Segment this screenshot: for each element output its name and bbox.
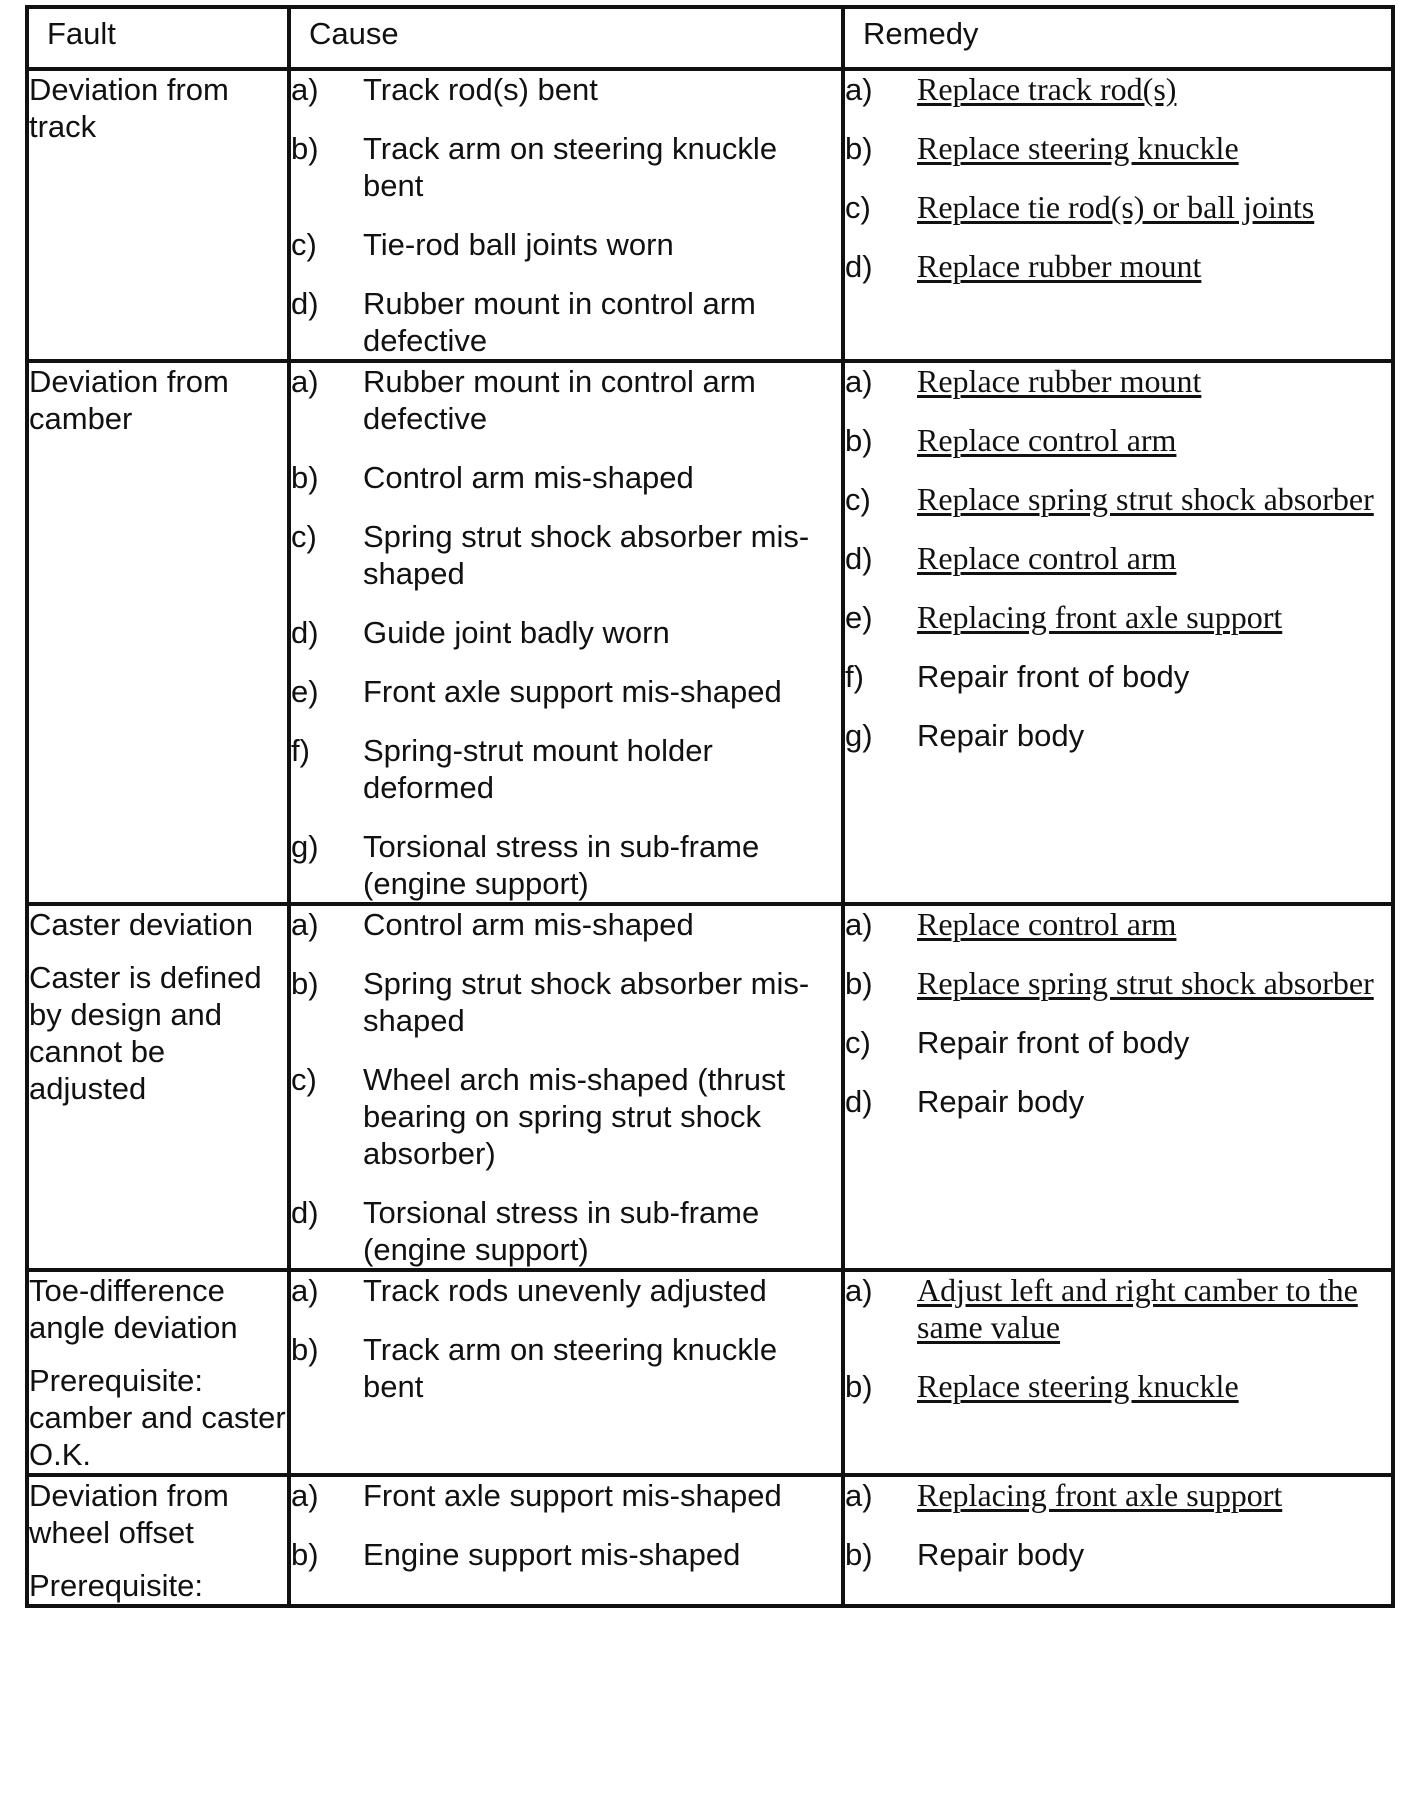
cause-item bbox=[291, 1194, 841, 1268]
remedy-text: Replace control arm bbox=[917, 540, 1177, 576]
cause-cell bbox=[289, 1270, 843, 1475]
header-fault: Fault bbox=[27, 7, 289, 69]
item-letter: f) bbox=[845, 659, 864, 694]
cause-text: Spring strut shock absorber mis-shaped bbox=[363, 519, 810, 591]
cause-text: Track rod(s) bent bbox=[363, 72, 598, 107]
cause-text: Track arm on steering knuckle bent bbox=[363, 1332, 778, 1404]
cause-cell bbox=[289, 361, 843, 904]
item-letter: a) bbox=[291, 364, 319, 399]
item-letter: d) bbox=[845, 249, 873, 284]
cause-text: Torsional stress in sub-frame (engine support) bbox=[363, 1195, 760, 1267]
remedy-item bbox=[845, 130, 1391, 167]
item-letter: a) bbox=[291, 1273, 319, 1308]
item-letter: g) bbox=[291, 829, 319, 864]
cause-item bbox=[291, 363, 841, 437]
item-letter: f) bbox=[291, 733, 310, 768]
remedy-item bbox=[845, 717, 1391, 754]
remedy-item bbox=[845, 189, 1391, 226]
item-letter: b) bbox=[291, 1332, 319, 1367]
remedy-cell bbox=[843, 904, 1393, 1270]
remedy-item bbox=[845, 363, 1391, 400]
remedy-item bbox=[845, 540, 1391, 577]
fault-text: Deviation from camber bbox=[29, 364, 229, 436]
cause-text: Track arm on steering knuckle bent bbox=[363, 131, 778, 203]
cause-text: Engine support mis-shaped bbox=[363, 1537, 741, 1572]
fault-table bbox=[25, 5, 1395, 1608]
remedy-text: Replace spring strut shock absorber bbox=[917, 481, 1374, 517]
header-cause: Cause bbox=[289, 7, 843, 69]
table-row bbox=[27, 1475, 1393, 1606]
item-letter: c) bbox=[291, 227, 317, 262]
header-row bbox=[27, 7, 1393, 69]
cause-item bbox=[291, 828, 841, 902]
cause-text: Rubber mount in control arm defective bbox=[363, 286, 756, 358]
remedy-item bbox=[845, 1272, 1391, 1346]
cause-item bbox=[291, 614, 841, 651]
fault-cell bbox=[27, 1270, 289, 1475]
fault-text: Prerequisite: bbox=[29, 1568, 204, 1603]
remedy-item bbox=[845, 599, 1391, 636]
fault-cell bbox=[27, 1475, 289, 1606]
remedy-cell bbox=[843, 1475, 1393, 1606]
cause-item bbox=[291, 518, 841, 592]
remedy-text: Adjust left and right camber to the same value bbox=[917, 1272, 1358, 1345]
item-letter: b) bbox=[291, 131, 319, 166]
cause-text: Rubber mount in control arm defective bbox=[363, 364, 756, 436]
item-letter: b) bbox=[291, 966, 319, 1001]
fault-cell bbox=[27, 69, 289, 361]
item-letter: d) bbox=[291, 615, 319, 650]
remedy-cell bbox=[843, 69, 1393, 361]
cause-item bbox=[291, 285, 841, 359]
cause-item bbox=[291, 226, 841, 263]
remedy-item bbox=[845, 1083, 1391, 1120]
cause-item bbox=[291, 906, 841, 943]
cause-text: Track rods unevenly adjusted bbox=[363, 1273, 767, 1308]
item-letter: b) bbox=[845, 131, 873, 166]
item-letter: d) bbox=[291, 1195, 319, 1230]
table-row bbox=[27, 69, 1393, 361]
remedy-item bbox=[845, 422, 1391, 459]
remedy-text: Replace control arm bbox=[917, 422, 1177, 458]
cause-item bbox=[291, 673, 841, 710]
remedy-text: Repair front of body bbox=[917, 659, 1190, 694]
cause-item bbox=[291, 965, 841, 1039]
fault-text: Deviation from wheel offset bbox=[29, 1478, 229, 1550]
item-letter: b) bbox=[845, 423, 873, 458]
remedy-cell bbox=[843, 1270, 1393, 1475]
item-letter: d) bbox=[845, 1084, 873, 1119]
item-letter: e) bbox=[291, 674, 319, 709]
remedy-item bbox=[845, 658, 1391, 695]
cause-text: Front axle support mis-shaped bbox=[363, 674, 782, 709]
remedy-item bbox=[845, 1477, 1391, 1514]
item-letter: a) bbox=[291, 907, 319, 942]
remedy-item bbox=[845, 1536, 1391, 1573]
item-letter: a) bbox=[845, 907, 873, 942]
item-letter: a) bbox=[291, 72, 319, 107]
remedy-text: Replace steering knuckle bbox=[917, 130, 1239, 166]
cause-item bbox=[291, 1272, 841, 1309]
header-remedy: Remedy bbox=[843, 7, 1393, 69]
cause-item bbox=[291, 1477, 841, 1514]
remedy-item bbox=[845, 1368, 1391, 1405]
cause-text: Guide joint badly worn bbox=[363, 615, 670, 650]
item-letter: a) bbox=[845, 1478, 873, 1513]
item-letter: b) bbox=[845, 1369, 873, 1404]
remedy-cell bbox=[843, 361, 1393, 904]
remedy-item bbox=[845, 71, 1391, 108]
item-letter: a) bbox=[291, 1478, 319, 1513]
cause-item bbox=[291, 71, 841, 108]
remedy-text: Replacing front axle support bbox=[917, 599, 1283, 635]
remedy-text: Replace steering knuckle bbox=[917, 1368, 1239, 1404]
cause-text: Front axle support mis-shaped bbox=[363, 1478, 782, 1513]
remedy-text: Replace track rod(s) bbox=[917, 71, 1177, 107]
item-letter: b) bbox=[845, 1537, 873, 1572]
fault-text: Toe-difference angle deviation bbox=[29, 1273, 238, 1345]
cause-text: Wheel arch mis-shaped (thrust bearing on spring strut shock absorber) bbox=[363, 1062, 786, 1171]
remedy-text: Replace rubber mount bbox=[917, 363, 1202, 399]
cause-text: Torsional stress in sub-frame (engine support) bbox=[363, 829, 760, 901]
table-row bbox=[27, 361, 1393, 904]
item-letter: d) bbox=[845, 541, 873, 576]
item-letter: e) bbox=[845, 600, 873, 635]
cause-item bbox=[291, 459, 841, 496]
remedy-text: Replace spring strut shock absorber bbox=[917, 965, 1374, 1001]
cause-item bbox=[291, 1536, 841, 1573]
cause-text: Spring strut shock absorber mis-shaped bbox=[363, 966, 810, 1038]
fault-cell bbox=[27, 904, 289, 1270]
item-letter: d) bbox=[291, 286, 319, 321]
remedy-item bbox=[845, 1024, 1391, 1061]
remedy-text: Replace control arm bbox=[917, 906, 1177, 942]
remedy-text: Repair front of body bbox=[917, 1025, 1190, 1060]
fault-text: Prerequisite: camber and caster O.K. bbox=[29, 1363, 286, 1472]
item-letter: b) bbox=[291, 1537, 319, 1572]
item-letter: g) bbox=[845, 718, 873, 753]
item-letter: b) bbox=[845, 966, 873, 1001]
cause-text: Control arm mis-shaped bbox=[363, 907, 694, 942]
remedy-text: Replace tie rod(s) or ball joints bbox=[917, 189, 1315, 225]
remedy-text: Repair body bbox=[917, 1537, 1085, 1572]
fault-text: Caster is defined by design and cannot be adjusted bbox=[29, 960, 262, 1106]
remedy-text: Repair body bbox=[917, 1084, 1085, 1119]
cause-cell bbox=[289, 1475, 843, 1606]
remedy-item bbox=[845, 248, 1391, 285]
remedy-item bbox=[845, 481, 1391, 518]
item-letter: c) bbox=[845, 1025, 871, 1060]
fault-cell bbox=[27, 361, 289, 904]
remedy-text: Replace rubber mount bbox=[917, 248, 1202, 284]
table-row bbox=[27, 1270, 1393, 1475]
cause-text: Spring-strut mount holder deformed bbox=[363, 733, 713, 805]
cause-text: Tie-rod ball joints worn bbox=[363, 227, 674, 262]
cause-item bbox=[291, 732, 841, 806]
item-letter: a) bbox=[845, 364, 873, 399]
remedy-item bbox=[845, 906, 1391, 943]
item-letter: a) bbox=[845, 1273, 873, 1308]
cause-cell bbox=[289, 69, 843, 361]
item-letter: a) bbox=[845, 72, 873, 107]
fault-text: Deviation from track bbox=[29, 72, 229, 144]
cause-item bbox=[291, 1331, 841, 1405]
item-letter: c) bbox=[291, 519, 317, 554]
remedy-text: Repair body bbox=[917, 718, 1085, 753]
cause-item bbox=[291, 130, 841, 204]
item-letter: c) bbox=[845, 190, 871, 225]
item-letter: b) bbox=[291, 460, 319, 495]
cause-text: Control arm mis-shaped bbox=[363, 460, 694, 495]
table-row bbox=[27, 904, 1393, 1270]
fault-text: Caster deviation bbox=[29, 907, 254, 942]
remedy-text: Replacing front axle support bbox=[917, 1477, 1283, 1513]
item-letter: c) bbox=[291, 1062, 317, 1097]
cause-item bbox=[291, 1061, 841, 1172]
cause-cell bbox=[289, 904, 843, 1270]
remedy-item bbox=[845, 965, 1391, 1002]
item-letter: c) bbox=[845, 482, 871, 517]
